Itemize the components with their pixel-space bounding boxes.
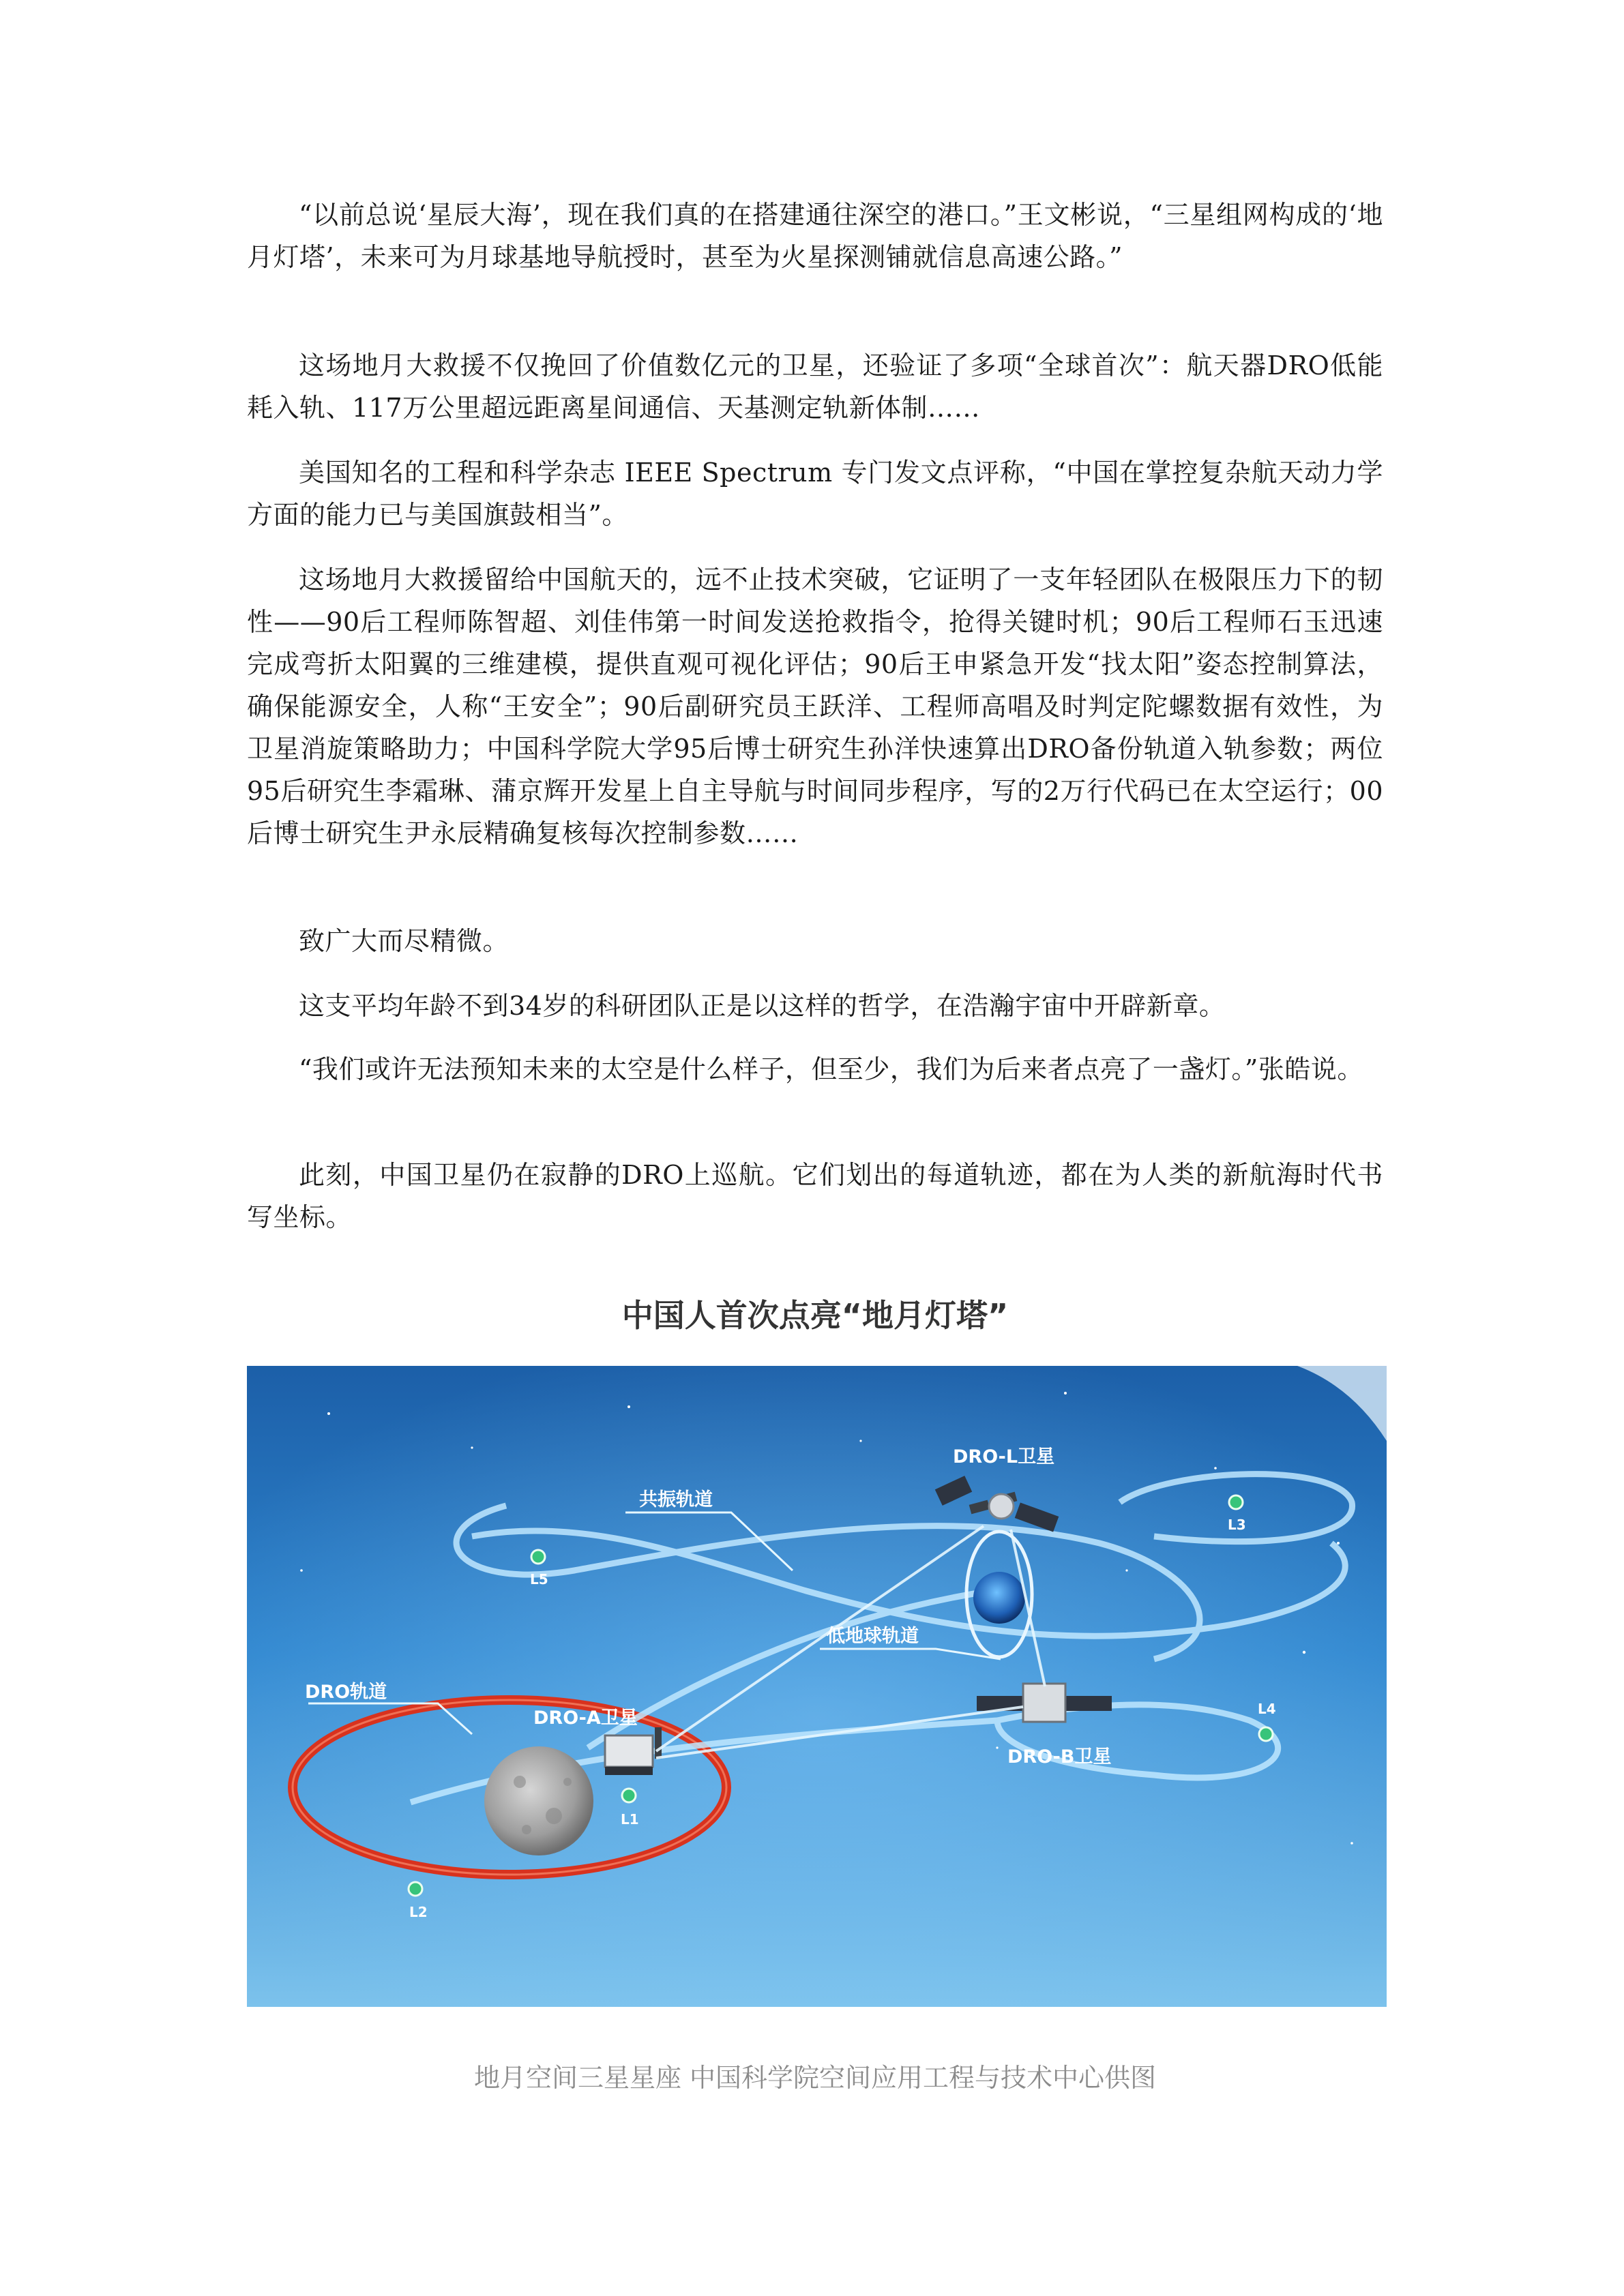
figure-caption: 地月空间三星星座 中国科学院空间应用工程与技术中心供图 [473,2063,1157,2093]
paragraph-4: 这场地月大救援留给中国航天的，远不止技术突破，它证明了一支年轻团队在极限压力下的韧性——90后工程师陈智超、刘佳伟第一时间发送抢救指令，抢得关键时机；90后工程师石玉迅速完成弯折太阳翼的三维建模，提供直观可视化评估；90后王申紧急开发“找太阳”姿态控制算法，确保能源安全，人称“王安全”；90后副研究员王跃洋、工程师高唱及时判定陀螺数据有效性，为卫星消旋策略助力；中国科学院大学95后博士研究生孙洋快速算出DRO备份轨道入轨参数；两位95后研究生李霜琳、蒲京辉开发星上自主导航与时间同步程序，写的2万行代码已在太空运行；00后博士研究生尹永辰精确复核每次控制参数…… [247,565,1383,848]
low-earth-orbit-label: 低地球轨道 [827,1626,919,1647]
paragraph-3: 美国知名的工程和科学杂志 IEEE Spectrum 专门发文点评称，“中国在掌控复杂航天动力学方面的能力已与美国旗鼓相当”。 [247,458,1383,530]
l2-label: L2 [409,1904,428,1920]
paragraph-8: 此刻，中国卫星仍在寂静的DRO上巡航。它们划出的每道轨迹，都在为人类的新航海时代书写坐标。 [247,1160,1383,1232]
moon [484,1746,593,1855]
l1-point [622,1789,636,1802]
l3-label: L3 [1228,1517,1246,1533]
l4-point [1259,1727,1273,1741]
paragraph-2: 这场地月大救援不仅挽回了价值数亿元的卫星，还验证了多项“全球首次”：航天器DRO低能耗入轨、117万公里超远距离星间通信、天基测定轨新体制…… [247,351,1383,423]
resonant-orbit-label: 共振轨道 [639,1489,713,1510]
l3-point [1229,1495,1243,1509]
paragraph-5: 致广大而尽精微。 [299,926,510,956]
dro-orbit-label: DRO轨道 [305,1682,387,1703]
l5-point [531,1550,545,1564]
paragraph-7: “我们或许无法预知未来的太空是什么样子，但至少，我们为后来者点亮了一盏灯。”张皓说。 [299,1054,1363,1084]
dro-a-satellite-icon [605,1727,662,1775]
paragraph-6: 这支平均年龄不到34岁的科研团队正是以这样的哲学，在浩瀚宇宙中开辟新章。 [299,991,1226,1021]
dro-b-label: DRO-B卫星 [1007,1746,1112,1768]
dro-a-label: DRO-A卫星 [533,1708,638,1729]
earth [973,1572,1025,1624]
orbit-diagram [247,1366,1387,2007]
l2-point [409,1882,422,1896]
l4-label: L4 [1258,1701,1276,1717]
l1-label: L1 [621,1811,639,1828]
figure-title: 中国人首次点亮“地月灯塔” [621,1297,1009,1334]
dro-l-label: DRO-L卫星 [953,1446,1055,1467]
paragraph-1: “以前总说‘星辰大海’，现在我们真的在搭建通往深空的港口。”王文彬说，“三星组网构成的‘地月灯塔’，未来可为月球基地导航授时，甚至为火星探测铺就信息高速公路。” [247,200,1383,272]
l5-label: L5 [530,1571,548,1587]
